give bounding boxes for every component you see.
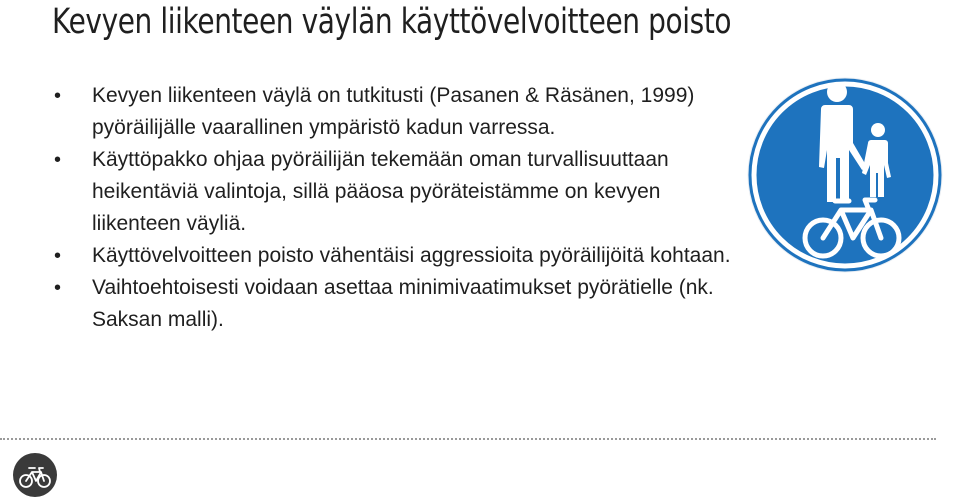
- bullet-item: • Kevyen liikenteen väylä on tutkitusti (Pasanen & Räsänen, 1999) pyöräilijälle vaarallinen ympäristö kadun varressa.: [52, 80, 742, 144]
- bicycle-logo-icon: [12, 452, 58, 498]
- bullet-list: [52, 80, 742, 336]
- pedestrian-and-bicycle-sign-icon: [745, 60, 945, 290]
- slide-title: Kevyen liikenteen väylän käyttövelvoitteen poisto: [52, 2, 732, 42]
- footer-divider: [0, 438, 936, 440]
- bullet-item: • Vaihtoehtoisesti voidaan asettaa minimivaatimukset pyörätielle (nk. Saksan malli).: [52, 272, 742, 336]
- bullet-item: • Käyttövelvoitteen poisto vähentäisi aggressioita pyöräilijöitä kohtaan.: [52, 240, 742, 272]
- bullet-item: • Käyttöpakko ohjaa pyöräilijän tekemään oman turvallisuuttaan heikentäviä valintoja, sillä pääosa pyöräteistämme on kevyen liikenteen väyliä.: [52, 144, 742, 240]
